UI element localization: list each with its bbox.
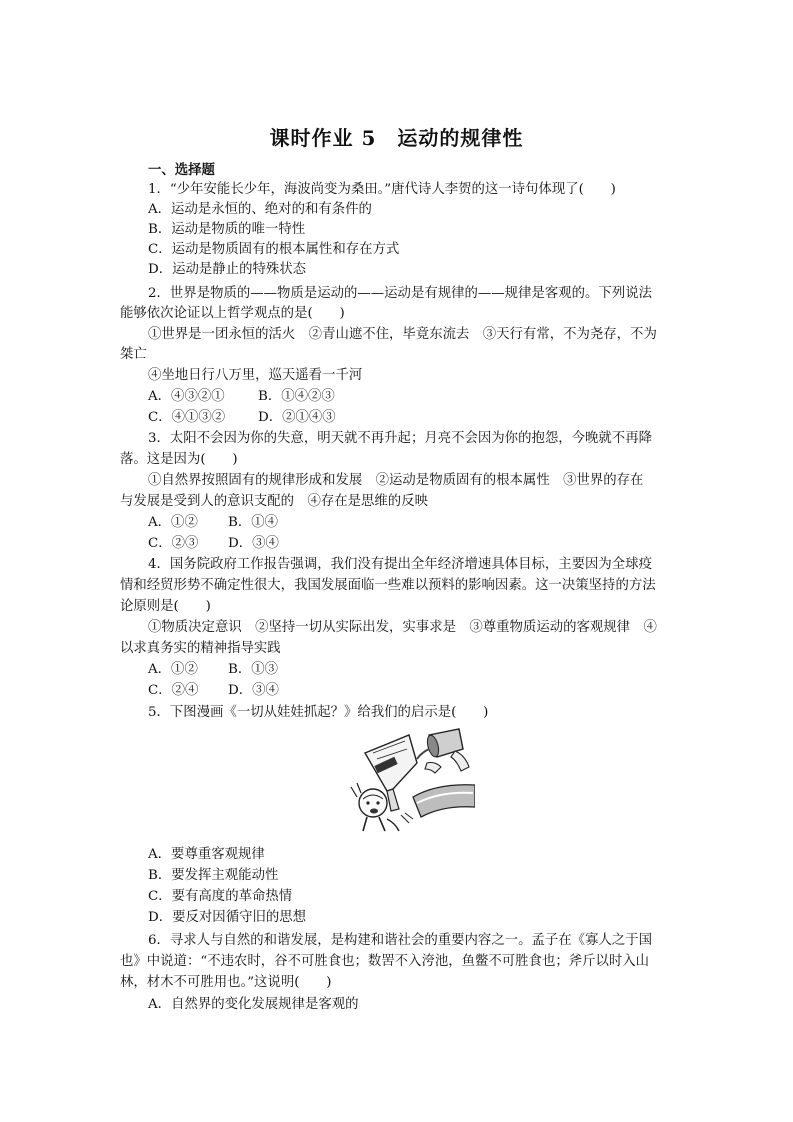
question-6-stem-line3: 林，材木不可胜用也。”这说明( )	[120, 975, 332, 990]
question-6-stem-line1: 6．寻求人与自然的和谐发展，是构建和谐社会的重要内容之一。孟子在《寡人之于国	[148, 933, 652, 948]
question-4-option-c: C．②④	[148, 683, 199, 698]
question-1-option-a: A．运动是永恒的、绝对的和有条件的	[148, 202, 372, 217]
question-3-option-a: A．①②	[148, 515, 198, 530]
page-title: 课时作业 5 运动的规律性	[269, 126, 524, 150]
question-5-option-d: D．要反对因循守旧的思想	[148, 910, 307, 925]
question-2-stem-line1: 2．世界是物质的——物质是运动的——运动是有规律的——规律是客观的。下列说法	[148, 286, 652, 301]
question-2-option-c: C．④①③②	[148, 410, 226, 425]
question-4-stem-line2: 情和经贸形势不确定性很大，我国发展面临一些难以预料的影响因素。这一决策坚持的方法	[120, 578, 656, 593]
question-2-option-b: B．①④②③	[258, 389, 335, 404]
question-3-option-d: D．③④	[228, 536, 279, 551]
cartoon-illustration	[347, 727, 475, 835]
question-4-stem-line3: 论原则是( )	[120, 599, 211, 614]
question-3-options-row2	[148, 534, 675, 554]
question-3-items-line2: 与发展是受到人的意识支配的 ④存在是思维的反映	[120, 494, 428, 509]
question-4-items-line2: 以求真务实的精神指导实践	[120, 641, 281, 656]
question-1-stem: 1．“少年安能长少年，海波尚变为桑田。”唐代诗人李贺的这一诗句体现了( )	[148, 182, 616, 197]
question-2-stem-line2: 能够依次论证以上哲学观点的是( )	[120, 306, 345, 321]
question-4-option-b: B．①③	[228, 662, 279, 677]
question-6-option-a: A．自然界的变化发展规律是客观的	[148, 997, 359, 1012]
question-3-items-line1: ①自然界按照固有的规律形成和发展 ②运动是物质固有的根本属性 ③世界的存在	[148, 473, 644, 488]
question-2-items-line1: ①世界是一团永恒的活火 ②青山遮不住，毕竟东流去 ③天行有常，不为尧存，不为	[148, 327, 657, 342]
question-3-option-b: B．①④	[228, 515, 279, 530]
question-4-items-line1: ①物质决定意识 ②坚持一切从实际出发，实事求是 ③尊重物质运动的客观规律 ④	[148, 620, 657, 635]
question-1-option-c: C．运动是物质固有的根本属性和存在方式	[148, 242, 400, 257]
question-1-option-b: B．运动是物质的唯一特性	[148, 222, 306, 237]
section-heading: 一、选择题	[148, 162, 215, 178]
question-2-items-line3: ④坐地日行八万里，巡天遥看一千河	[148, 368, 363, 383]
question-5-option-c: C．要有高度的革命热情	[148, 889, 293, 904]
question-2-options-row1	[148, 387, 675, 407]
question-2-options-row2	[148, 408, 675, 428]
question-5-option-b: B．要发挥主观能动性	[148, 868, 279, 883]
question-2-option-a: A．④③②①	[148, 389, 225, 404]
question-1-option-d: D．运动是静止的特殊状态	[148, 262, 307, 277]
question-2-items-line2: 桀亡	[120, 347, 147, 362]
question-4-options-row1	[148, 660, 675, 680]
question-2-option-d: D．②①④③	[258, 410, 336, 425]
question-4-options-row2	[148, 681, 675, 701]
question-4-option-d: D．③④	[228, 683, 279, 698]
question-5-stem: 5．下图漫画《一切从娃娃抓起？》给我们的启示是( )	[148, 705, 489, 720]
question-3-option-c: C．②③	[148, 536, 199, 551]
question-4-option-a: A．①②	[148, 662, 198, 677]
question-3-stem-line2: 落。这是因为( )	[120, 452, 238, 467]
question-3-stem-line1: 3．太阳不会因为你的失意，明天就不再升起；月亮不会因为你的抱怨，今晚就不再降	[148, 431, 652, 446]
question-6-stem-line2: 也》中说道：“不违农时，谷不可胜食也；数罟不入洿池，鱼鳖不可胜食也；斧斤以时入山	[120, 954, 650, 969]
question-5-option-a: A．要尊重客观规律	[148, 847, 265, 862]
question-3-options-row1	[148, 513, 675, 533]
question-4-stem-line1: 4．国务院政府工作报告强调，我们没有提出全年经济增速具体目标，主要因为全球疫	[148, 557, 652, 572]
